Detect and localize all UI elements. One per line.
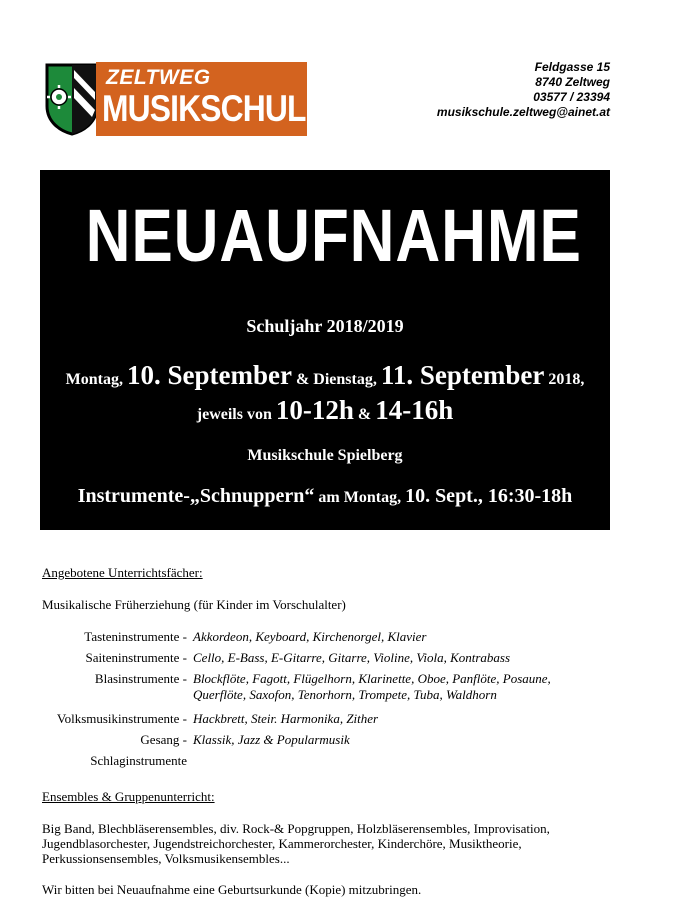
trial-line [40,485,610,508]
times-and: & [353,406,376,423]
subject-category: Schlaginstrumente [90,753,187,768]
trial-date: 10. Sept., 16:30-18h [405,485,573,507]
subject-category: Blasinstrumente - [94,671,187,686]
day1-prefix: Montag, [65,371,127,388]
subject-category: Tasteninstrumente - [84,629,187,644]
times-prefix: jeweils von [196,406,276,423]
school-year: Schuljahr 2018/2019 [246,316,404,336]
subject-instruments: Klassik, Jazz & Popularmusik [193,732,350,747]
school-logo [44,62,326,136]
trial-mid: am Montag, [314,489,406,506]
subject-instruments: Cello, E-Bass, E-Gitarre, Gitarre, Violine, Viola, Kontrabass [193,650,511,665]
subjects-heading: Angebotene Unterrichtsfächer: [42,565,203,580]
dates-mid: & Dienstag, [291,371,381,388]
subject-instruments: Querflöte, Saxofon, Tenorhorn, Trompete, Tuba, Waldhorn [193,687,497,702]
time-slot-1: 10-12h [275,395,354,425]
subject-category: Gesang - [140,732,187,747]
year-suffix: 2018, [544,371,585,388]
times-line [40,395,610,426]
birth-certificate-note: Wir bitten bei Neuaufnahme eine Geburtsurkunde (Kopie) mitzubringen. [42,882,422,897]
address-city: 8740 Zeltweg [535,75,610,89]
address-phone: 03577 / 23394 [533,90,610,104]
subject-instruments: Blockflöte, Fagott, Flügelhorn, Klarinette, Oboe, Panflöte, Posaune, [193,671,551,686]
ensembles-line: Jugendblasorchester, Jugendstreichorchester, Kammerorchester, Kinderchöre, Musiktheorie, [42,836,522,851]
logo-line-1: ZELTWEG [106,66,211,89]
subject-instruments: Akkordeon, Keyboard, Kirchenorgel, Klavier [193,629,427,644]
dates-line [40,360,610,391]
day2-date: 11. September [380,360,545,390]
ensembles-heading: Ensembles & Gruppenunterricht: [42,789,215,804]
ensembles-line: Perkussionsensembles, Volksmusikensembles... [42,851,290,866]
address-street: Feldgasse 15 [534,60,610,74]
trial-main: Instrumente-„Schnuppern“ [77,485,315,507]
early-education: Musikalische Früherziehung (für Kinder im Vorschulalter) [42,597,346,612]
address-block [437,60,610,120]
subject-category: Volksmusikinstrumente - [56,711,187,726]
headline: NEUAUFNAHME [85,194,582,277]
ensembles-line: Big Band, Blechbläserensembles, div. Rock-& Popgruppen, Holzbläserensembles, Improvisation, [42,821,550,836]
address-email[interactable]: musikschule.zeltweg@ainet.at [436,105,610,119]
announcement-banner [40,170,610,530]
location: Musikschule Spielberg [247,447,403,464]
shield-crest-icon [44,62,100,136]
ensembles-text [42,821,550,866]
time-slot-2: 14-16h [375,395,454,425]
logo-line-2: MUSIKSCHULE [102,88,326,129]
subject-instruments: Hackbrett, Steir. Harmonika, Zither [193,711,379,726]
day1-date: 10. September [126,360,292,390]
subject-category: Saiteninstrumente - [85,650,187,665]
